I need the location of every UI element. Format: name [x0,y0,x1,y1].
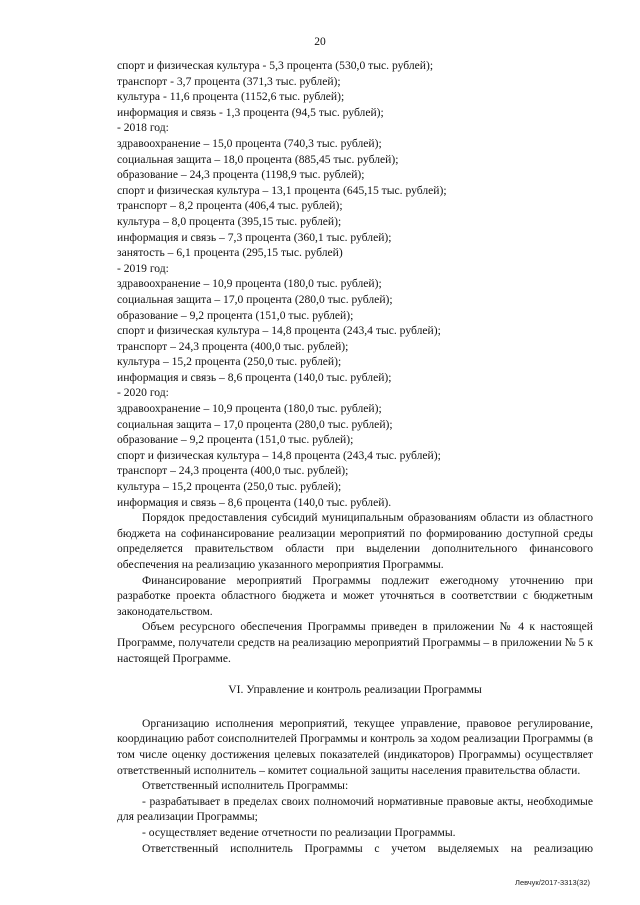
list-line: социальная защита – 18,0 процента (885,45 тыс. рублей); [117,152,399,166]
list-line: спорт и физическая культура – 14,8 процента (243,4 тыс. рублей); [117,324,441,338]
list-line: здравоохранение – 10,9 процента (180,0 тыс. рублей); [117,402,382,416]
budget-list [117,58,593,510]
list-line: культура – 15,2 процента (250,0 тыс. рублей); [117,480,342,494]
list-line: культура - 11,6 процента (1152,6 тыс. рублей); [117,90,345,104]
paragraph-reporting: - осуществляет ведение отчетности по реализации Программы. [142,825,456,839]
list-line: информация и связь – 8,6 процента (140,0 тыс. рублей). [117,495,392,509]
list-line: транспорт - 3,7 процента (371,3 тыс. рублей); [117,74,341,88]
paragraph-resources: Объем ресурсного обеспечения Программы приведен в приложении № 4 к настоящей Программе, получатели средств на реализацию мероприятий Программы – в приложении № 5 к настоящей Программе. [117,620,593,665]
list-line: социальная защита – 17,0 процента (280,0 тыс. рублей); [117,292,393,306]
list-line: транспорт – 24,3 процента (400,0 тыс. рублей); [117,464,349,478]
paragraph-subsidies: Порядок предоставления субсидий муниципальным образованиям области из областного бюджета на софинансирование реализации мероприятий по формированию доступной среды определяется правительством области при выделении дополнительного финансового обеспечения на реализацию указанного мероприятия Программы. [117,511,593,571]
paragraph-last: Ответственный исполнитель Программы с учетом выделяемых на реализацию [142,841,593,855]
list-line: образование – 9,2 процента (151,0 тыс. рублей); [117,308,354,322]
list-line: информация и связь – 7,3 процента (360,1 тыс. рублей); [117,230,392,244]
list-line: здравоохранение – 15,0 процента (740,3 тыс. рублей); [117,136,382,150]
list-line: спорт и физическая культура – 14,8 процента (243,4 тыс. рублей); [117,448,441,462]
section-heading: VI. Управление и контроль реализации Программы [228,683,482,697]
year-heading: - 2020 год: [117,386,169,400]
list-line: транспорт – 8,2 процента (406,4 тыс. рублей); [117,199,343,213]
list-line: спорт и физическая культура – 13,1 процента (645,15 тыс. рублей); [117,183,447,197]
paragraph-develops: - разрабатывает в пределах своих полномочий нормативные правовые акты, необходимые для реализации Программы; [117,794,593,824]
list-line: социальная защита – 17,0 процента (280,0 тыс. рублей); [117,417,393,431]
page-number: 20 [314,36,326,48]
list-line: информация и связь – 8,6 процента (140,0 тыс. рублей); [117,370,392,384]
list-line: образование – 9,2 процента (151,0 тыс. рублей); [117,433,354,447]
paragraph-organization: Организацию исполнения мероприятий, текущее управление, правовое регулирование, координацию работ соисполнителей Программы и контроль за ходом реализации Программы (в том числе оценку достижения целевых показателей (индикаторов) Программы) осуществляет ответственный исполнитель – комитет социальной защиты населения правительства области. [117,716,593,777]
list-line: транспорт – 24,3 процента (400,0 тыс. рублей); [117,339,349,353]
document-code: Левчук/2017-3313(32) [515,878,590,887]
year-heading: - 2019 год: [117,261,169,275]
list-line: спорт и физическая культура - 5,3 процента (530,0 тыс. рублей); [117,59,434,72]
document-body [117,58,593,856]
list-line: информация и связь - 1,3 процента (94,5 тыс. рублей); [117,105,384,119]
list-line: занятость – 6,1 процента (295,15 тыс. рублей) [117,246,343,260]
year-heading: - 2018 год: [117,121,169,135]
list-line: культура – 8,0 процента (395,15 тыс. рублей); [117,214,342,228]
paragraph-responsible: Ответственный исполнитель Программы: [142,779,349,793]
paragraph-financing: Финансирование мероприятий Программы подлежит ежегодному уточнению при разработке проекта областного бюджета и может уточняться в соответствии с бюджетным законодательством. [117,573,593,618]
list-line: образование – 24,3 процента (1198,9 тыс. рублей); [117,168,365,182]
list-line: культура – 15,2 процента (250,0 тыс. рублей); [117,355,342,369]
list-line: здравоохранение – 10,9 процента (180,0 тыс. рублей); [117,277,382,291]
